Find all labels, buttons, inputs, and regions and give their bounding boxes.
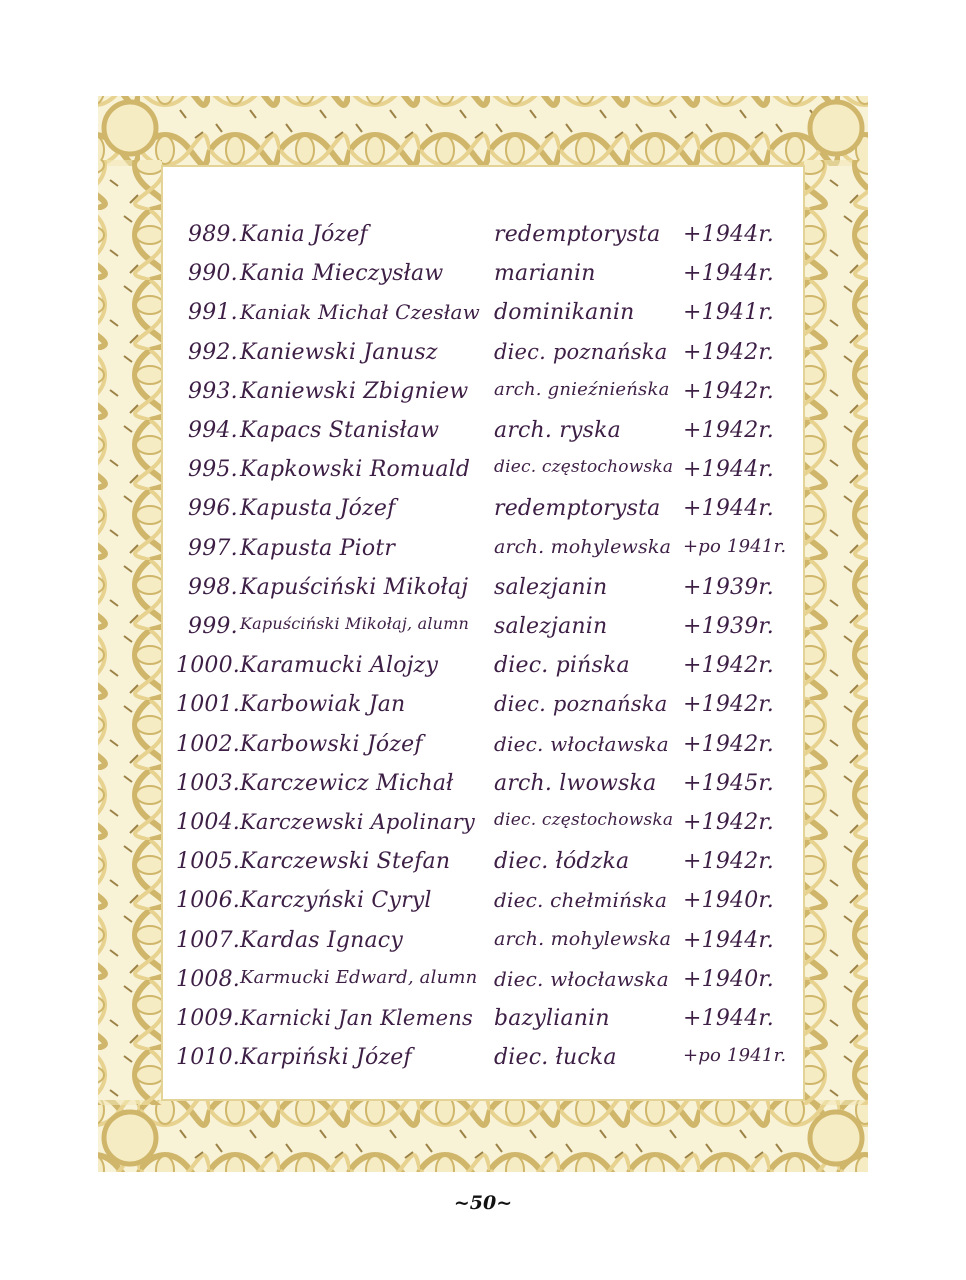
entry-name: Karczewski Stefan [240,849,451,875]
entry-affiliation: redemptorysta [494,496,661,522]
entry-number: 1002. [176,731,240,757]
entry-number: 1004. [176,810,240,835]
entry-death: +1940r. [683,966,774,992]
entry-death: +1940r. [683,888,774,914]
entry-number: 1009. [176,1006,240,1031]
entry-name: Karczewicz Michał [240,770,454,796]
entry-death: +1942r. [683,692,774,718]
list-item [0,928,966,968]
entry-name: Kania Mieczysław [240,261,444,287]
entry-death: +1942r. [683,810,774,835]
list-item [0,340,966,380]
entry-death: +1942r. [683,731,774,757]
entry-name: Karmucki Edward, alumn [240,966,478,988]
entry-name: Kapkowski Romuald [240,457,471,483]
entry-affiliation: diec. częstochowska [494,810,674,830]
entry-number: 1005. [176,849,240,875]
list-item [0,418,966,458]
entry-name: Karbowiak Jan [240,692,406,718]
list-item [0,732,966,772]
entry-number: 998. [188,574,238,600]
list-item [0,967,966,1007]
entry-number: 994. [188,418,238,443]
entry-affiliation: redemptorysta [494,222,661,247]
entry-name: Kaniak Michał Czesław [240,300,480,325]
entry-number: 1007. [176,927,240,953]
entry-number: 990. [188,261,238,287]
entry-affiliation: diec. włocławska [494,731,669,756]
list-item [0,1045,966,1085]
entry-name: Karpiński Józef [240,1045,412,1071]
entry-name: Kania Józef [240,222,368,247]
entry-name: Kapusta Józef [240,496,396,522]
entry-number: 993. [188,378,238,404]
entry-number: 996. [188,496,238,522]
list-item [0,222,966,262]
entry-name: Kapuściński Mikołaj [240,574,469,600]
entry-affiliation: diec. łucka [494,1045,617,1071]
entry-affiliation: diec. pińska [494,653,630,679]
list-item [0,496,966,536]
entry-number: 991. [188,300,238,326]
entry-death: +po 1941r. [683,1045,787,1067]
entry-affiliation: diec. poznańska [494,692,668,717]
page-number: ~50~ [453,1192,513,1214]
entry-number: 992. [188,339,238,365]
entry-name: Karczewski Apolinary [240,810,475,834]
entry-name: Kardas Ignacy [240,927,403,953]
entry-name: Karczyński Cyryl [240,888,432,914]
entry-death: +1944r. [683,1006,774,1031]
entry-death: +1945r. [683,770,774,796]
list-item [0,1006,966,1046]
entry-name: Karamucki Alojzy [240,653,439,679]
entry-number: 989. [188,222,238,247]
entry-number: 999. [188,614,238,639]
entry-affiliation: arch. mohylewska [494,927,672,950]
list-item [0,810,966,850]
list-item [0,536,966,576]
entry-affiliation: bazylianin [494,1006,610,1031]
entry-number: 1003. [176,770,240,796]
list-item [0,379,966,419]
entry-affiliation: diec. łódzka [494,849,630,875]
entry-number: 1008. [176,966,240,992]
entry-number: 997. [188,535,238,561]
entry-affiliation: arch. ryska [494,418,621,443]
entry-affiliation: salezjanin [494,614,608,639]
entry-number: 995. [188,457,238,483]
entry-affiliation: salezjanin [494,574,608,600]
entry-death: +1944r. [683,222,774,247]
entry-affiliation: diec. chełmińska [494,888,668,913]
entry-death: +1944r. [683,261,774,287]
entry-affiliation: marianin [494,261,596,287]
entry-name: Kapuściński Mikołaj, alumn [240,614,470,633]
list-item [0,653,966,693]
entry-number: 1006. [176,888,240,914]
entry-affiliation: arch. lwowska [494,770,657,796]
entry-death: +1944r. [683,496,774,522]
entry-death: +1944r. [683,457,774,483]
entry-name: Kaniewski Zbigniew [240,378,469,404]
entry-death: +1939r. [683,574,774,600]
entry-name: Kaniewski Janusz [240,339,438,365]
entry-affiliation: diec. włocławska [494,966,669,991]
list-item [0,849,966,889]
entry-affiliation: diec. częstochowska [494,457,674,478]
entry-number: 1000. [176,653,240,679]
entry-number: 1010. [176,1045,240,1071]
list-item [0,575,966,615]
entry-death: +1942r. [683,653,774,679]
entry-death: +po 1941r. [683,535,787,557]
entry-death: +1942r. [683,849,774,875]
entry-death: +1944r. [683,927,774,953]
list-item [0,888,966,928]
entry-affiliation: arch. mohylewska [494,535,672,558]
entry-death: +1942r. [683,418,774,443]
entry-death: +1942r. [683,378,774,404]
entry-name: Karnicki Jan Klemens [240,1006,473,1030]
entry-death: +1941r. [683,300,774,326]
entry-death: +1939r. [683,614,774,639]
list-item [0,771,966,811]
entry-affiliation: dominikanin [494,300,635,326]
list-item [0,614,966,654]
entry-name: Karbowski Józef [240,731,423,757]
list-item [0,261,966,301]
entry-number: 1001. [176,692,240,718]
entry-death: +1942r. [683,339,774,365]
entry-name: Kapusta Piotr [240,535,396,561]
list-item [0,457,966,497]
list-item [0,300,966,340]
list-item [0,692,966,732]
entry-affiliation: arch. gnieźnieńska [494,378,670,400]
entry-name: Kapacs Stanisław [240,418,440,443]
entry-affiliation: diec. poznańska [494,339,668,364]
